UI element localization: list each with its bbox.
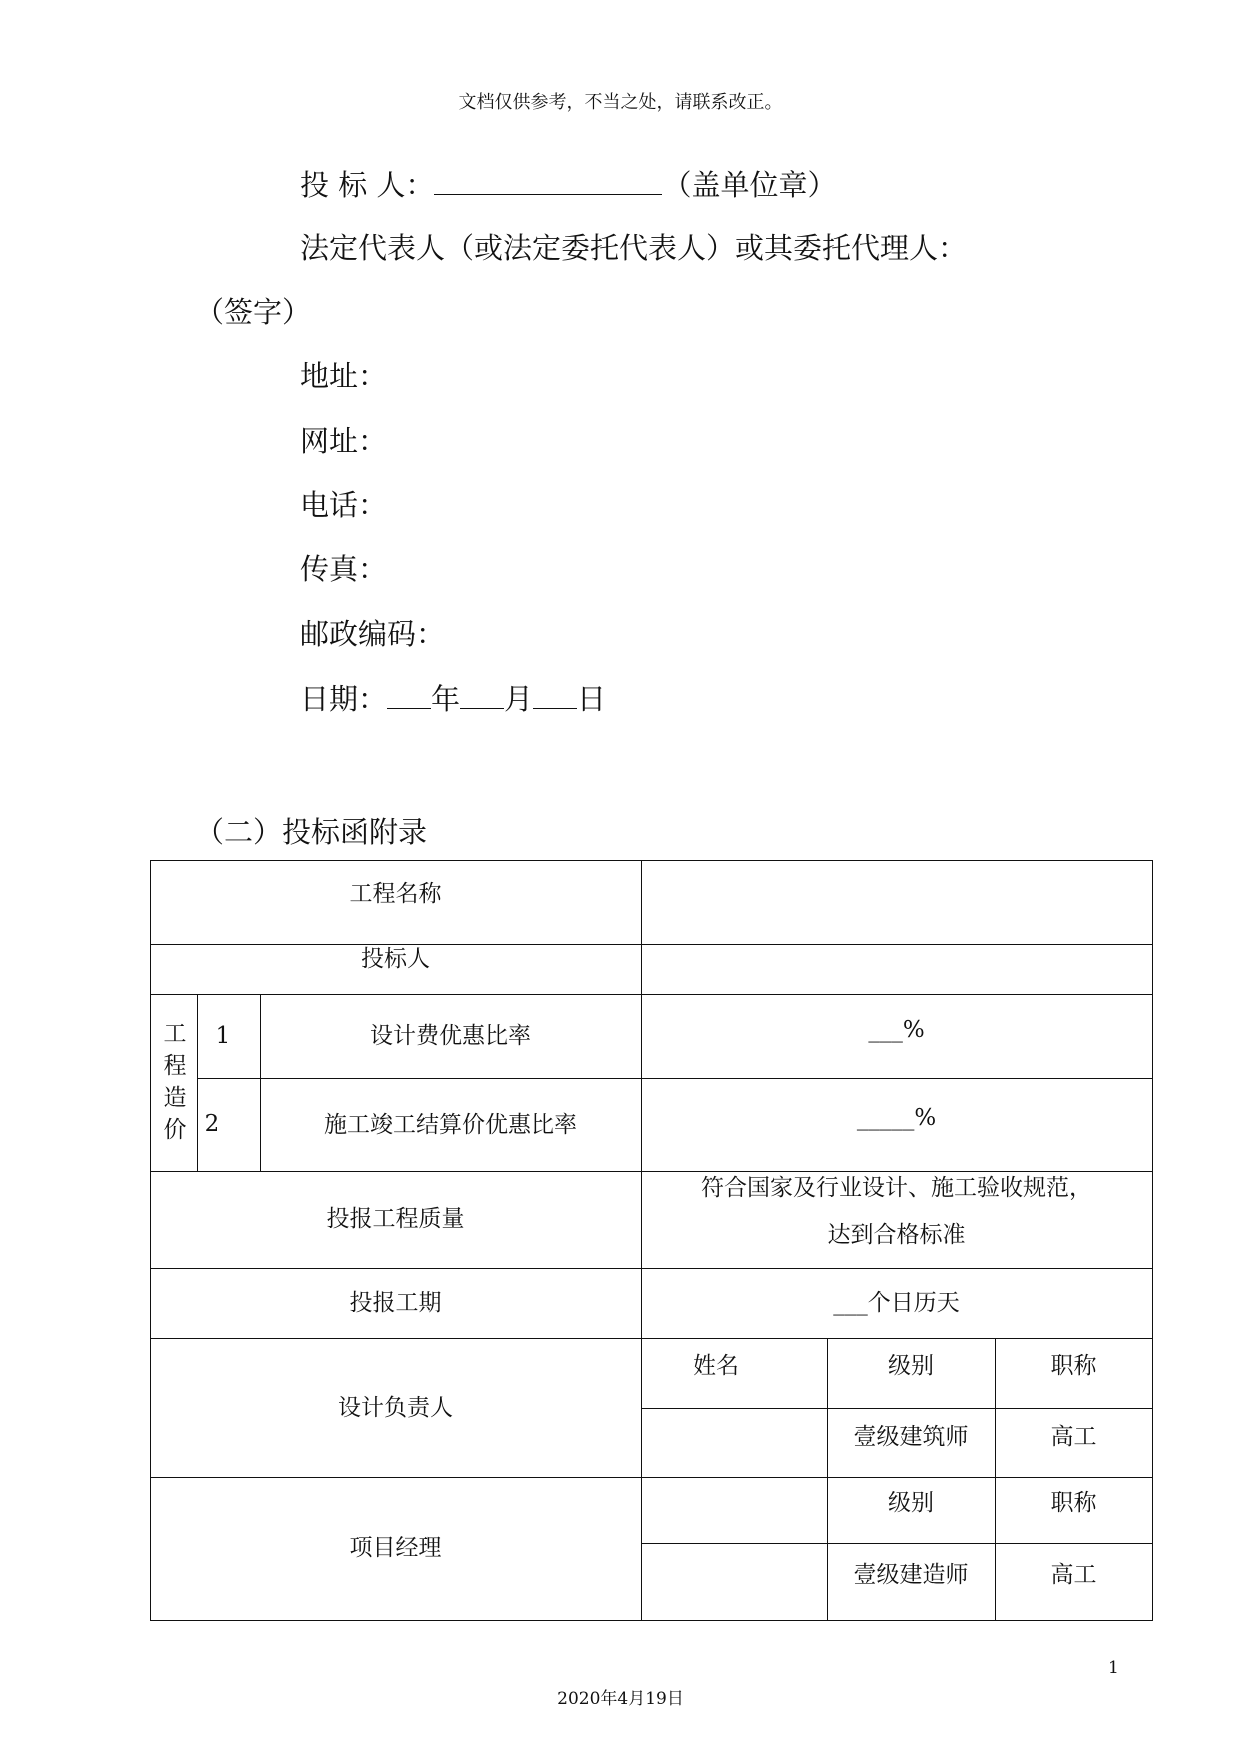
table-border	[641, 1408, 1153, 1409]
table-border	[150, 1268, 1153, 1269]
table-border	[150, 1477, 1153, 1478]
date-label: 日期：	[300, 682, 388, 716]
item2-label: 施工竣工结算价优惠比率	[324, 1112, 577, 1138]
design-level-header: 级别	[888, 1353, 934, 1379]
pm-level-header: 级别	[888, 1490, 934, 1516]
item1-value: ___%	[868, 1017, 925, 1043]
month-blank	[460, 680, 504, 709]
period-label: 投报工期	[349, 1290, 442, 1316]
quality-value-line1: 符合国家及行业设计、施工验收规范，	[701, 1175, 1092, 1201]
table-border	[150, 994, 1153, 995]
table-border	[150, 860, 1153, 861]
item1-number: 1	[215, 1023, 231, 1049]
cost-group-char: 价	[163, 1117, 187, 1143]
phone-line: 电话：	[300, 488, 388, 522]
design-title-value: 高工	[1050, 1424, 1097, 1450]
website-line: 网址：	[300, 424, 388, 458]
cost-group-char: 程	[163, 1053, 187, 1079]
bidder-label: 投 标 人：	[300, 168, 435, 202]
design-lead-label: 设计负责人	[338, 1395, 453, 1421]
item1-label: 设计费优惠比率	[370, 1023, 531, 1049]
seal-note: （盖单位章）	[662, 168, 837, 202]
design-title-header: 职称	[1050, 1353, 1097, 1379]
project-name-label: 工程名称	[349, 881, 442, 907]
table-border	[641, 1543, 1153, 1544]
design-level-value: 壹级建筑师	[853, 1424, 969, 1450]
period-value: ___个日历天	[833, 1290, 960, 1316]
cost-group-label	[160, 1018, 190, 1146]
day-label: 日	[577, 682, 607, 716]
table-border	[150, 1620, 1153, 1621]
sign-note: （签字）	[195, 295, 312, 329]
year-label: 年	[431, 682, 461, 716]
footer-date: 2020年4月19日	[557, 1689, 684, 1709]
postcode-line: 邮政编码：	[300, 617, 446, 651]
header-note: 文档仅供参考，不当之处，请联系改正。	[458, 92, 783, 113]
table-border	[197, 1078, 1153, 1079]
quality-label: 投报工程质量	[326, 1206, 465, 1232]
bidder-blank	[434, 166, 662, 195]
quality-value-line2: 达到合格标准	[827, 1222, 966, 1248]
cost-group-char: 工	[163, 1021, 187, 1047]
date-line	[300, 680, 606, 717]
appendix-title: （二）投标函附录	[195, 815, 428, 849]
representative-line: 法定代表人（或法定委托代表人）或其委托代理人：	[300, 231, 968, 265]
day-blank	[533, 680, 577, 709]
page-number: 1	[1108, 1658, 1119, 1678]
pm-label: 项目经理	[349, 1535, 442, 1561]
month-label: 月	[504, 682, 534, 716]
pm-level-value: 壹级建造师	[853, 1562, 969, 1588]
table-border	[1152, 860, 1153, 1620]
cost-group-char: 造	[163, 1085, 187, 1111]
fax-line: 传真：	[300, 552, 388, 586]
bidder-row-label: 投标人	[361, 946, 430, 972]
item2-number: 2	[204, 1111, 220, 1137]
bidder-line	[300, 166, 836, 203]
item2-value: _____%	[856, 1105, 937, 1131]
pm-title-header: 职称	[1050, 1490, 1097, 1516]
design-name-header: 姓名	[693, 1353, 739, 1379]
address-line: 地址：	[300, 359, 388, 393]
pm-title-value: 高工	[1050, 1562, 1097, 1588]
year-blank	[387, 680, 431, 709]
table-border	[150, 1338, 1153, 1339]
